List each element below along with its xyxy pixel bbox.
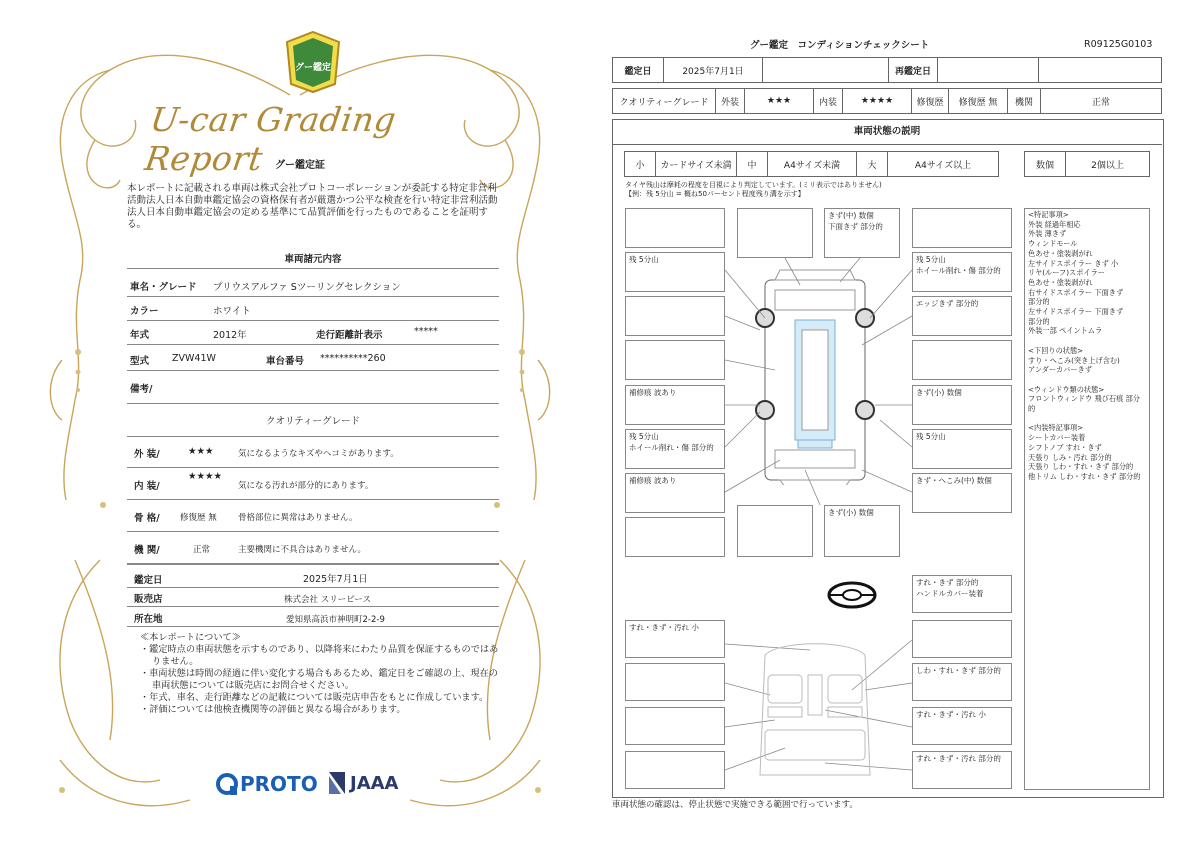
legend-large: 大: [857, 152, 888, 177]
proto-logo-icon: [216, 772, 238, 796]
divider: [127, 531, 499, 532]
notes-line: 天張り しみ・汚れ 部分的: [1028, 452, 1112, 462]
name-label: 車名・グレード: [130, 282, 197, 293]
address-value: 愛知県高浜市神明町2-2-9: [286, 615, 385, 625]
repair-value: 修復歴 無: [949, 89, 1008, 114]
appraisal-date-value: 2025年7月1日: [303, 574, 368, 585]
appraisal-date-label: 鑑定日: [134, 575, 163, 586]
ext-note-box: [625, 296, 725, 336]
jaaa-logo-icon: [327, 770, 347, 796]
divider: [127, 587, 499, 588]
ext-note-box: 残 5分山: [912, 429, 1012, 469]
divider: [127, 320, 499, 321]
condition-check-sheet: [600, 0, 1200, 848]
car-interior-diagram: [750, 635, 880, 785]
notes-line: 外装 経過年相応: [1028, 219, 1081, 229]
exterior-label: 外 装/: [134, 449, 160, 460]
divider: [127, 626, 499, 627]
int-note-box: [912, 620, 1012, 658]
note-item: ・評価については他検査機関等の評価と異なる場合があります。: [140, 704, 406, 715]
report-notes: [140, 632, 500, 716]
color-value: ホワイト: [213, 306, 251, 317]
footer-note: 車両状態の確認は、停止状態で実施できる範囲で行っています。: [612, 800, 858, 810]
engine-value: 正常: [1041, 89, 1162, 114]
ext-note-box: きず(中) 数個 下面きず 部分的: [824, 208, 900, 258]
notes-line: [1028, 336, 1146, 346]
ext-note-box: 残 5分山 ホイール削れ・傷 部分的: [625, 429, 725, 469]
divider: [127, 370, 499, 371]
ext-note-box: 残 5分山 ホイール削れ・傷 部分的: [912, 252, 1012, 292]
divider: [127, 467, 499, 468]
steering-wheel-icon: [826, 580, 878, 610]
color-label: カラー: [130, 306, 159, 317]
model-value: ZVW41W: [172, 353, 216, 364]
divider: [127, 563, 499, 565]
notes-line: ウィンドモール: [1028, 239, 1078, 249]
tire-note-2: 【例：残 5分山 = 概ね50パーセント程度残り溝を示す】: [625, 190, 805, 198]
divider: [127, 499, 499, 500]
divider: [127, 268, 499, 269]
ext-note-box: [912, 208, 1012, 248]
quality-grade-label: クオリティーグレード: [613, 89, 716, 114]
notes-line: アンダーカバーきず: [1028, 365, 1092, 375]
steering-note-box: すれ・きず 部分的 ハンドルカバー装着: [912, 575, 1012, 613]
ext-note-box: [912, 340, 1012, 380]
special-notes-panel: [1024, 208, 1150, 790]
notes-line: 部分的: [1028, 297, 1050, 307]
notes-line: <特記事項>: [1028, 210, 1069, 219]
divider: [127, 606, 499, 607]
notes-line: 他トリム しわ・すれ・きず 部分的: [1028, 471, 1141, 481]
chassis-value: **********260: [320, 353, 386, 364]
certificate-title: グー鑑定証: [275, 160, 325, 171]
notes-line: <下回りの状態>: [1028, 345, 1084, 355]
interior-grade: ★★★★: [188, 471, 223, 482]
date-label: 鑑定日: [613, 58, 664, 83]
notes-line: 外装一部 ペイントムラ: [1028, 326, 1103, 336]
tire-note-1: タイヤ残山は摩耗の程度を目視により判定しています。(ミリ表示ではありません): [625, 181, 882, 189]
ext-note-box: [625, 517, 725, 557]
jaaa-logo: JAAA: [350, 773, 399, 794]
divider: [127, 403, 499, 404]
notes-line: 左サイドスポイラー 下面きず: [1028, 307, 1124, 317]
year-value: 2012年: [213, 330, 247, 341]
legend-count: 数個: [1025, 152, 1066, 177]
sheet-title: グー鑑定 コンディションチェックシート: [750, 40, 930, 51]
mileage-label: 走行距離計表示: [316, 330, 383, 341]
model-label: 型式: [130, 356, 150, 367]
note-item: ・年式、車名、走行距離などの記載については販売店申告をもとに作成しています。: [140, 692, 489, 703]
year-label: 年式: [130, 330, 150, 341]
report-script-title: U-car Grading Report: [142, 100, 399, 178]
notes-line: シートカバー装着: [1028, 433, 1086, 443]
divider: [127, 436, 499, 437]
engine-label: 機 関/: [134, 545, 160, 556]
int-note-box: すれ・きず・汚れ 小: [625, 620, 725, 658]
notes-line: リヤ(ルーフ)スポイラー: [1028, 268, 1105, 278]
proto-logo: PROTO: [240, 772, 318, 796]
legend-small-desc: カードサイズ未満: [656, 152, 737, 177]
legend-count-desc: 2個以上: [1066, 152, 1150, 177]
legend-small: 小: [625, 152, 656, 177]
remarks-label: 備考/: [130, 384, 153, 395]
notes-line: 外装 薄きず: [1028, 229, 1067, 239]
exterior-grade: ★★★: [188, 446, 214, 457]
interior-label: 内装: [814, 89, 843, 114]
divider: [127, 296, 499, 297]
note-item: ・車両状態は時間の経過に伴い変化する場合もあるため、鑑定日をご確認の上、現在の車両状態については販売店にお問合せください。: [140, 668, 498, 691]
notes-line: 右サイドスポイラー 下面きず: [1028, 287, 1124, 297]
notes-line: すり・へこみ(突き上げ含む): [1028, 355, 1120, 365]
int-note-box: しわ・すれ・きず 部分的: [912, 663, 1012, 701]
interior-label: 内 装/: [134, 481, 160, 492]
divider: [127, 344, 499, 345]
frame-desc: 骨格部位に異常はありません。: [238, 513, 358, 523]
legend-mid-desc: A4サイズ未満: [768, 152, 857, 177]
notes-title: ≪本レポートについて≫: [140, 632, 241, 643]
ext-note-box: [625, 340, 725, 380]
notes-line: 部分的: [1028, 316, 1050, 326]
notes-line: シフトノブ すれ・きず: [1028, 442, 1102, 452]
dealer-value: 株式会社 スリーピース: [284, 595, 371, 605]
report-id: R09125G0103: [1084, 39, 1153, 50]
int-note-box: [625, 707, 725, 745]
exterior-label: 外装: [716, 89, 745, 114]
frame-label: 骨 格/: [134, 513, 160, 524]
int-note-box: [625, 751, 725, 789]
notes-line: フロントウィンドウ 飛び石痕 部分的: [1028, 394, 1140, 414]
ext-note-box: 補修痕 波あり: [625, 385, 725, 425]
certificate-text: 本レポートに記載される車両は株式会社プロトコーポレーションが委託する特定非営利活動法人日本自動車鑑定協会の資格保有者が厳選かつ公平な検査を行い特定非営利活動法人日本自動車鑑定協会の定める基準にて品質評価を行ったものであることを証明する。: [127, 183, 498, 230]
date-value: 2025年7月1日: [664, 58, 763, 83]
note-item: ・鑑定時点の車両状態を示すものであり、以降将来にわたり品質を保証するものではありません。: [140, 644, 499, 667]
ext-note-box: きず(小) 数個: [824, 505, 900, 557]
exterior-desc: 気になるようなキズやヘコミがあります。: [238, 449, 399, 459]
int-note-box: すれ・きず・汚れ 部分的: [912, 751, 1012, 789]
notes-line: <内装特記事項>: [1028, 423, 1084, 433]
notes-line: 天張り しわ・すれ・きず 部分的: [1028, 462, 1134, 472]
engine-grade: 正常: [193, 545, 211, 555]
specs-title: 車両諸元内容: [284, 254, 342, 265]
ext-note-box: きず・へこみ(中) 数個: [912, 473, 1012, 513]
legend-large-desc: A4サイズ以上: [888, 152, 999, 177]
notes-line: [1028, 375, 1146, 385]
ext-note-box: [625, 208, 725, 248]
address-label: 所在地: [134, 614, 163, 625]
ext-note-box: [737, 208, 813, 258]
frame-grade: 修復歴 無: [180, 513, 217, 523]
interior-desc: 気になる汚れが部分的にあります。: [238, 481, 374, 491]
int-note-box: すれ・きず・汚れ 小: [912, 707, 1012, 745]
engine-desc: 主要機関に不具合はありません。: [238, 545, 367, 555]
legend-mid: 中: [737, 152, 768, 177]
engine-label: 機関: [1008, 89, 1041, 114]
repair-label: 修復歴: [912, 89, 949, 114]
mileage-value: *****: [414, 326, 438, 337]
quality-title: クオリティーグレード: [265, 416, 361, 427]
reappraisal-label: 再鑑定日: [889, 58, 938, 83]
notes-line: 色あせ・塗装剥がれ: [1028, 277, 1093, 287]
ext-note-box: エッジきず 部分的: [912, 296, 1012, 336]
chassis-label: 車台番号: [266, 356, 305, 367]
exterior-grade: ★★★: [745, 89, 814, 114]
dealer-label: 販売店: [134, 594, 163, 605]
notes-line: <ウィンドウ類の状態>: [1028, 384, 1105, 394]
ext-note-box: きず(小) 数個: [912, 385, 1012, 425]
ext-note-box: 補修痕 波あり: [625, 473, 725, 513]
condition-title: 車両状態の説明: [612, 119, 1162, 145]
int-note-box: [625, 663, 725, 701]
ext-note-box: 残 5分山: [625, 252, 725, 292]
notes-line: 左サイドスポイラー きず 小: [1028, 258, 1119, 268]
ext-note-box: [737, 505, 813, 557]
badge-label: グー鑑定: [294, 63, 331, 73]
notes-line: 色あせ・塗装剥がれ: [1028, 248, 1093, 258]
name-value: プリウスアルファ Sツーリングセレクション: [213, 282, 401, 293]
notes-line: [1028, 414, 1146, 424]
interior-grade: ★★★★: [843, 89, 912, 114]
